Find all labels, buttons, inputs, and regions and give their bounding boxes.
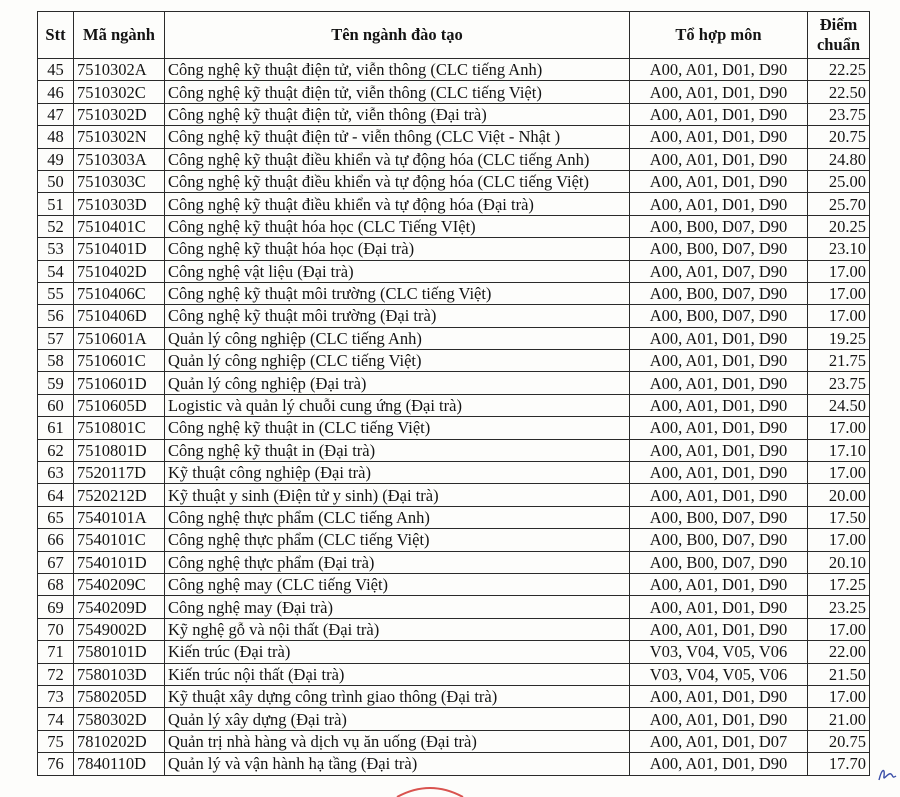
cell-ten-nganh: Công nghệ thực phẩm (CLC tiếng Việt) xyxy=(165,529,630,551)
table-row xyxy=(38,596,870,618)
header-stt: Stt xyxy=(38,12,74,59)
table-row xyxy=(38,215,870,237)
cell-diem-chuan: 17.70 xyxy=(808,753,870,775)
table-row xyxy=(38,551,870,573)
cell-ma-nganh: 7540101C xyxy=(74,529,165,551)
cell-ma-nganh: 7510303D xyxy=(74,193,165,215)
cell-stt: 53 xyxy=(38,238,74,260)
cell-to-hop: A00, A01, D01, D90 xyxy=(630,193,808,215)
cell-to-hop: A00, A01, D01, D90 xyxy=(630,462,808,484)
cell-ten-nganh: Kiến trúc nội thất (Đại trà) xyxy=(165,663,630,685)
table-row xyxy=(38,148,870,170)
cell-ten-nganh: Quản trị nhà hàng và dịch vụ ăn uống (Đại trà) xyxy=(165,730,630,752)
cell-ten-nganh: Công nghệ kỹ thuật môi trường (Đại trà) xyxy=(165,305,630,327)
table-row xyxy=(38,103,870,125)
cell-diem-chuan: 21.75 xyxy=(808,350,870,372)
header-diem-chuan-line2: chuẩn xyxy=(816,35,861,54)
cell-to-hop: A00, B00, D07, D90 xyxy=(630,282,808,304)
cell-ten-nganh: Công nghệ kỹ thuật môi trường (CLC tiếng Việt) xyxy=(165,282,630,304)
cell-diem-chuan: 25.70 xyxy=(808,193,870,215)
cell-ten-nganh: Công nghệ kỹ thuật hóa học (CLC Tiếng VIệt) xyxy=(165,215,630,237)
cell-to-hop: A00, A01, D07, D90 xyxy=(630,260,808,282)
cell-stt: 57 xyxy=(38,327,74,349)
cell-stt: 55 xyxy=(38,282,74,304)
cell-diem-chuan: 23.10 xyxy=(808,238,870,260)
cell-diem-chuan: 17.00 xyxy=(808,260,870,282)
cell-stt: 72 xyxy=(38,663,74,685)
cell-stt: 56 xyxy=(38,305,74,327)
cell-ma-nganh: 7510402D xyxy=(74,260,165,282)
cell-to-hop: A00, B00, D07, D90 xyxy=(630,305,808,327)
cell-stt: 59 xyxy=(38,372,74,394)
cell-ma-nganh: 7510401C xyxy=(74,215,165,237)
cell-stt: 61 xyxy=(38,417,74,439)
cell-stt: 68 xyxy=(38,573,74,595)
cell-stt: 47 xyxy=(38,103,74,125)
table-row xyxy=(38,641,870,663)
table-row xyxy=(38,484,870,506)
cell-diem-chuan: 24.80 xyxy=(808,148,870,170)
table-row xyxy=(38,193,870,215)
cell-stt: 49 xyxy=(38,148,74,170)
cell-diem-chuan: 22.00 xyxy=(808,641,870,663)
cell-diem-chuan: 19.25 xyxy=(808,327,870,349)
table-row xyxy=(38,685,870,707)
cell-ma-nganh: 7510601C xyxy=(74,350,165,372)
cell-to-hop: A00, A01, D01, D90 xyxy=(630,417,808,439)
cell-ten-nganh: Công nghệ thực phẩm (CLC tiếng Anh) xyxy=(165,506,630,528)
cell-diem-chuan: 17.00 xyxy=(808,462,870,484)
cell-to-hop: A00, A01, D01, D90 xyxy=(630,753,808,775)
cell-stt: 60 xyxy=(38,394,74,416)
cell-to-hop: A00, A01, D01, D90 xyxy=(630,327,808,349)
cell-diem-chuan: 20.10 xyxy=(808,551,870,573)
cell-ten-nganh: Công nghệ kỹ thuật hóa học (Đại trà) xyxy=(165,238,630,260)
cell-diem-chuan: 22.50 xyxy=(808,81,870,103)
cell-diem-chuan: 17.50 xyxy=(808,506,870,528)
cell-ten-nganh: Kỹ nghệ gỗ và nội thất (Đại trà) xyxy=(165,618,630,640)
cell-ma-nganh: 7510302N xyxy=(74,126,165,148)
cell-ten-nganh: Logistic và quản lý chuỗi cung ứng (Đại trà) xyxy=(165,394,630,416)
cell-stt: 46 xyxy=(38,81,74,103)
cell-stt: 54 xyxy=(38,260,74,282)
cell-ma-nganh: 7510401D xyxy=(74,238,165,260)
cell-ma-nganh: 7510302A xyxy=(74,59,165,81)
table-row xyxy=(38,529,870,551)
cell-ma-nganh: 7540209D xyxy=(74,596,165,618)
cell-ten-nganh: Công nghệ kỹ thuật in (CLC tiếng Việt) xyxy=(165,417,630,439)
cell-to-hop: V03, V04, V05, V06 xyxy=(630,641,808,663)
cell-diem-chuan: 20.75 xyxy=(808,730,870,752)
handwritten-signature-mark xyxy=(876,764,898,784)
cell-ma-nganh: 7510801D xyxy=(74,439,165,461)
cell-to-hop: A00, A01, D01, D90 xyxy=(630,394,808,416)
cell-stt: 69 xyxy=(38,596,74,618)
cell-to-hop: A00, A01, D01, D90 xyxy=(630,708,808,730)
cell-to-hop: A00, A01, D01, D90 xyxy=(630,685,808,707)
table-row xyxy=(38,462,870,484)
header-ten-nganh: Tên ngành đào tạo xyxy=(165,12,630,59)
cell-diem-chuan: 17.10 xyxy=(808,439,870,461)
cell-ma-nganh: 7510801C xyxy=(74,417,165,439)
cell-stt: 74 xyxy=(38,708,74,730)
cell-diem-chuan: 17.00 xyxy=(808,685,870,707)
cell-ten-nganh: Công nghệ may (CLC tiếng Việt) xyxy=(165,573,630,595)
cell-ma-nganh: 7510406D xyxy=(74,305,165,327)
cell-ten-nganh: Công nghệ kỹ thuật điện tử, viễn thông (CLC tiếng Anh) xyxy=(165,59,630,81)
cell-ma-nganh: 7510601D xyxy=(74,372,165,394)
cell-stt: 70 xyxy=(38,618,74,640)
table-row xyxy=(38,506,870,528)
cell-ma-nganh: 7510601A xyxy=(74,327,165,349)
cell-ten-nganh: Công nghệ vật liệu (Đại trà) xyxy=(165,260,630,282)
cell-diem-chuan: 24.50 xyxy=(808,394,870,416)
cell-ma-nganh: 7540101D xyxy=(74,551,165,573)
cell-ma-nganh: 7810202D xyxy=(74,730,165,752)
cell-ten-nganh: Công nghệ kỹ thuật điện tử - viễn thông (CLC Việt - Nhật ) xyxy=(165,126,630,148)
cell-to-hop: A00, B00, D07, D90 xyxy=(630,551,808,573)
header-diem-chuan-line1: Điểm xyxy=(819,15,858,34)
cell-diem-chuan: 17.00 xyxy=(808,282,870,304)
cell-ma-nganh: 7520212D xyxy=(74,484,165,506)
header-ma-nganh: Mã ngành xyxy=(74,12,165,59)
table-row xyxy=(38,439,870,461)
cell-ma-nganh: 7540209C xyxy=(74,573,165,595)
cell-to-hop: A00, A01, D01, D90 xyxy=(630,170,808,192)
cell-stt: 58 xyxy=(38,350,74,372)
cell-ma-nganh: 7510302C xyxy=(74,81,165,103)
header-diem-chuan xyxy=(808,12,870,59)
table-row xyxy=(38,573,870,595)
table-row xyxy=(38,618,870,640)
cell-stt: 65 xyxy=(38,506,74,528)
cell-to-hop: A00, A01, D01, D90 xyxy=(630,59,808,81)
cell-ma-nganh: 7510303A xyxy=(74,148,165,170)
cell-to-hop: V03, V04, V05, V06 xyxy=(630,663,808,685)
table-row xyxy=(38,238,870,260)
cell-to-hop: A00, A01, D01, D90 xyxy=(630,81,808,103)
cell-to-hop: A00, A01, D01, D90 xyxy=(630,484,808,506)
table-row xyxy=(38,282,870,304)
cell-stt: 52 xyxy=(38,215,74,237)
cell-diem-chuan: 25.00 xyxy=(808,170,870,192)
table-row xyxy=(38,350,870,372)
cell-stt: 73 xyxy=(38,685,74,707)
table-row xyxy=(38,81,870,103)
cell-stt: 62 xyxy=(38,439,74,461)
table-row xyxy=(38,260,870,282)
table-row xyxy=(38,753,870,775)
cell-ten-nganh: Kiến trúc (Đại trà) xyxy=(165,641,630,663)
cell-diem-chuan: 21.50 xyxy=(808,663,870,685)
cell-diem-chuan: 20.00 xyxy=(808,484,870,506)
cell-to-hop: A00, B00, D07, D90 xyxy=(630,529,808,551)
cell-stt: 48 xyxy=(38,126,74,148)
cell-ma-nganh: 7510302D xyxy=(74,103,165,125)
cell-to-hop: A00, A01, D01, D90 xyxy=(630,596,808,618)
table-row xyxy=(38,126,870,148)
table-row xyxy=(38,372,870,394)
cell-ten-nganh: Công nghệ kỹ thuật điều khiển và tự động hóa (CLC tiếng Việt) xyxy=(165,170,630,192)
cell-diem-chuan: 21.00 xyxy=(808,708,870,730)
cell-diem-chuan: 23.75 xyxy=(808,372,870,394)
cell-stt: 63 xyxy=(38,462,74,484)
cell-to-hop: A00, A01, D01, D90 xyxy=(630,372,808,394)
cell-to-hop: A00, B00, D07, D90 xyxy=(630,506,808,528)
cell-stt: 76 xyxy=(38,753,74,775)
table-row xyxy=(38,663,870,685)
cell-ten-nganh: Công nghệ kỹ thuật điện tử, viễn thông (Đại trà) xyxy=(165,103,630,125)
admission-score-table xyxy=(37,11,870,776)
cell-diem-chuan: 17.00 xyxy=(808,529,870,551)
cell-ma-nganh: 7540101A xyxy=(74,506,165,528)
cell-to-hop: A00, A01, D01, D90 xyxy=(630,148,808,170)
cell-diem-chuan: 17.00 xyxy=(808,618,870,640)
cell-stt: 71 xyxy=(38,641,74,663)
cell-diem-chuan: 17.25 xyxy=(808,573,870,595)
cell-to-hop: A00, A01, D01, D90 xyxy=(630,573,808,595)
cell-diem-chuan: 20.25 xyxy=(808,215,870,237)
header-to-hop: Tổ hợp môn xyxy=(630,12,808,59)
table-row xyxy=(38,327,870,349)
header-row xyxy=(38,12,870,59)
cell-ten-nganh: Kỹ thuật y sinh (Điện tử y sinh) (Đại trà) xyxy=(165,484,630,506)
cell-to-hop: A00, B00, D07, D90 xyxy=(630,215,808,237)
cell-to-hop: A00, A01, D01, D90 xyxy=(630,103,808,125)
cell-to-hop: A00, A01, D01, D90 xyxy=(630,350,808,372)
cell-ten-nganh: Công nghệ kỹ thuật in (Đại trà) xyxy=(165,439,630,461)
cell-to-hop: A00, A01, D01, D90 xyxy=(630,126,808,148)
cell-to-hop: A00, B00, D07, D90 xyxy=(630,238,808,260)
cell-diem-chuan: 22.25 xyxy=(808,59,870,81)
cell-ten-nganh: Kỹ thuật công nghiệp (Đại trà) xyxy=(165,462,630,484)
cell-ma-nganh: 7580302D xyxy=(74,708,165,730)
cell-stt: 45 xyxy=(38,59,74,81)
cell-ma-nganh: 7549002D xyxy=(74,618,165,640)
cell-ma-nganh: 7510303C xyxy=(74,170,165,192)
cell-diem-chuan: 20.75 xyxy=(808,126,870,148)
cell-ma-nganh: 7840110D xyxy=(74,753,165,775)
cell-ma-nganh: 7580101D xyxy=(74,641,165,663)
table-row xyxy=(38,59,870,81)
cell-stt: 66 xyxy=(38,529,74,551)
cell-ten-nganh: Quản lý công nghiệp (Đại trà) xyxy=(165,372,630,394)
cell-diem-chuan: 23.75 xyxy=(808,103,870,125)
cell-ma-nganh: 7510605D xyxy=(74,394,165,416)
cell-ten-nganh: Công nghệ kỹ thuật điện tử, viễn thông (CLC tiếng Việt) xyxy=(165,81,630,103)
cell-stt: 51 xyxy=(38,193,74,215)
cell-ma-nganh: 7510406C xyxy=(74,282,165,304)
cell-ten-nganh: Công nghệ kỹ thuật điều khiển và tự động hóa (CLC tiếng Anh) xyxy=(165,148,630,170)
cell-stt: 75 xyxy=(38,730,74,752)
cell-ma-nganh: 7520117D xyxy=(74,462,165,484)
cell-ten-nganh: Công nghệ thực phẩm (Đại trà) xyxy=(165,551,630,573)
table-row xyxy=(38,305,870,327)
table-header xyxy=(38,12,870,59)
cell-to-hop: A00, A01, D01, D90 xyxy=(630,439,808,461)
cell-ma-nganh: 7580205D xyxy=(74,685,165,707)
cell-ten-nganh: Kỹ thuật xây dựng công trình giao thông (Đại trà) xyxy=(165,685,630,707)
cell-ma-nganh: 7580103D xyxy=(74,663,165,685)
cell-diem-chuan: 17.00 xyxy=(808,305,870,327)
table-row xyxy=(38,394,870,416)
red-stamp-edge xyxy=(395,783,465,797)
cell-ten-nganh: Công nghệ may (Đại trà) xyxy=(165,596,630,618)
cell-ten-nganh: Công nghệ kỹ thuật điều khiển và tự động hóa (Đại trà) xyxy=(165,193,630,215)
table-row xyxy=(38,708,870,730)
cell-stt: 67 xyxy=(38,551,74,573)
cell-ten-nganh: Quản lý công nghiệp (CLC tiếng Việt) xyxy=(165,350,630,372)
cell-to-hop: A00, A01, D01, D90 xyxy=(630,618,808,640)
cell-ten-nganh: Quản lý và vận hành hạ tầng (Đại trà) xyxy=(165,753,630,775)
cell-diem-chuan: 17.00 xyxy=(808,417,870,439)
table-body xyxy=(38,59,870,776)
cell-stt: 64 xyxy=(38,484,74,506)
cell-diem-chuan: 23.25 xyxy=(808,596,870,618)
cell-to-hop: A00, A01, D01, D07 xyxy=(630,730,808,752)
cell-ten-nganh: Quản lý xây dựng (Đại trà) xyxy=(165,708,630,730)
table-row xyxy=(38,417,870,439)
table-row xyxy=(38,170,870,192)
cell-ten-nganh: Quản lý công nghiệp (CLC tiếng Anh) xyxy=(165,327,630,349)
table-row xyxy=(38,730,870,752)
cell-stt: 50 xyxy=(38,170,74,192)
